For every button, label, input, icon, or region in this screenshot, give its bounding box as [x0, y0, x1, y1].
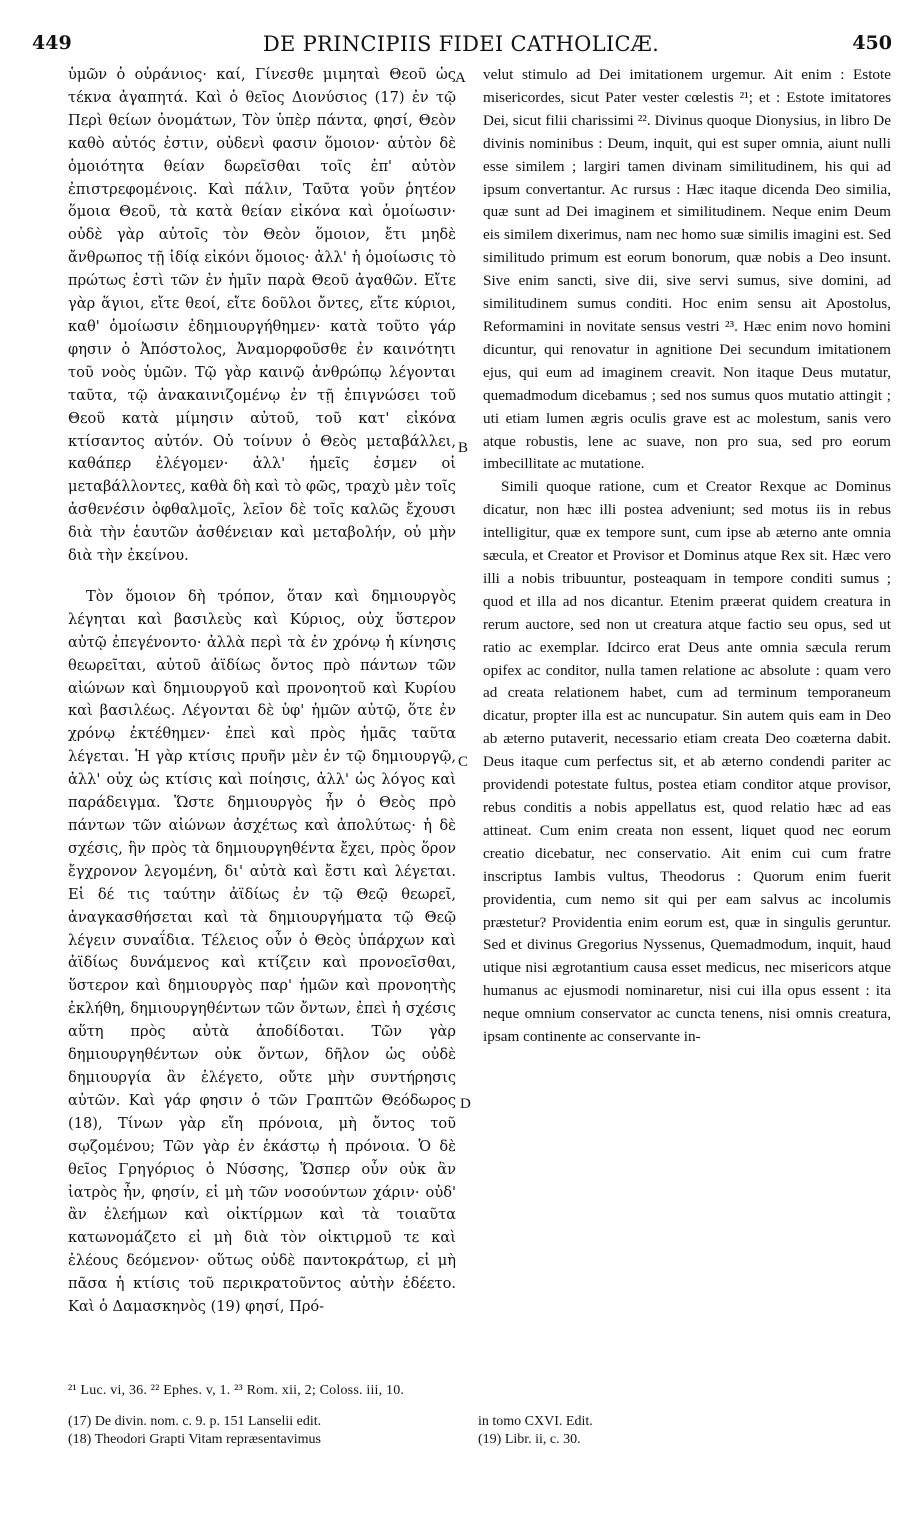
footnote-19: (19) Libr. ii, c. 30.	[478, 1432, 581, 1447]
footnotes-right	[478, 1413, 858, 1449]
footnote-17-continued: in tomo CXVI. Edit.	[478, 1414, 593, 1429]
margin-marker-d: D	[460, 1096, 471, 1112]
latin-column	[483, 64, 891, 1049]
latin-paragraph-2: Simili quoque ratione, cum et Creator Rexque ac Dominus dicatur, non hæc illi postea adveniunt; sed motus iis in rebus intelligitur, quæ ex tempore sunt, cum ipse ab æterno ante omnia sæcula, et Creator et Provisor et Dominus atque Rex sit. Hæc vero illi a nobis tribuuntur, posteaquam in tempore conditi sumus ; quod et illa ad nos dicantur. Etenim præerat quidem creatura in rerum auctore, sed non ut creatura atque factio seu opus, sed ut ratio ac exemplar. Idcirco erat Deus ante omnia sæcula rerum opifex ac conditor, nulla tamen relatione ac absolute : quam vero ad creata relationem habet, cum ad terminum temporaneum dicatur, propter illa est ac nuncupatur. Sin autem quis eam in Deo ab æterno putaverit, necessario etiam creata Deo coæterna dabit. Deus itaque cum perfectus sit, et ab æterno condendi pariter ac providendi potestate fultus, postea etiam conditor atque provisor, rebus conditis a nobis appellatus est, quod relatio hæc ad eas attineat. Cum enim creata non essent, liquet quod nec eorum creatio dicebatur, nec conservatio. Ait enim cui cum fratre inscriptus Iambis vultus, Theodorus : Quorum enim fuerit providentia, cum nemo sit qui per eam salvus ac incolumis præstetur? Providentia enim eorum est, quæ in singulis geruntur. Sed et divinus Gregorius Nyssenus, Quemadmodum, inquit, haud utique nisi ægrotantium causa esset medicus, nec misericors atque humanus ac ejusmodi nominaretur, nisi cui illa opus essent : ita neque omnium conservator ac cuncta tenens, nisi omnis creatura, ipsam continente ac conservante in-	[483, 478, 891, 1046]
greek-column	[68, 64, 456, 1319]
footnote-17: (17) De divin. nom. c. 9. p. 151 Lanselii edit.	[68, 1414, 322, 1429]
margin-marker-c: C	[458, 754, 469, 770]
margin-marker-b: B	[458, 440, 469, 456]
footnote-18: (18) Theodori Grapti Vitam repræsentavimus	[68, 1432, 321, 1447]
running-title: DE PRINCIPIIS FIDEI CATHOLICÆ.	[262, 32, 660, 56]
greek-paragraph-2: Τὸν ὅμοιον δὴ τρόπον, ὅταν καὶ δημιουργὸς λέγηται καὶ βασιλεὺς καὶ Κύριος, οὐχ ὕστερον αὐτῷ ἐπεγένοντο· ἀλλὰ περὶ τὰ ἐν χρόνῳ ἡ κίνησις θεωρεῖται, αὐτοῦ ἀϊδίως ὄντος πρὸ πάντων τῶν αἰώνων καὶ δημιουργοῦ καὶ προνοητοῦ καὶ Κυρίου καὶ βασιλέως. Λέγονται δὲ ὑφ' ἡμῶν αὐτῷ, ὅτε ἐν χρόνῳ ἐκτέθημεν· ἐπεὶ καὶ πρὸς ἡμᾶς ταῦτα λέγεται. Ἡ γὰρ κτίσις πρυῆν μὲν ἐν τῷ δημιουργῷ, ἀλλ' οὐχ ὡς κτίσις καὶ ποίησις, ἀλλ' ὡς λόγος καὶ παράδειγμα. Ὥστε δημιουργὸς ἦν ὁ Θεὸς πρὸ πάντων τῶν αἰώνων ἀσχέτως καὶ ἀπολύτως· ἡ δὲ σχέσις, ἣν πρὸς τὰ δημιουργηθέντα ἔχει, πρὸς ὅρον ἔγχρονον λεγομένη, δι' αὐτὰ καὶ ἔστι καὶ λέγεται. Εἰ δέ τις ταύτην ἀϊδίως ἐν τῷ Θεῷ θεωρεῖ, ἀναγκασθήσεται καὶ τὰ δημιουργήματα τῷ Θεῷ λέγειν συναΐδια. Τέλειος οὖν ὁ Θεὸς ὑπάρχων καὶ ἀϊδίως δυνάμενος καὶ κτίζειν καὶ προνοεῖσθαι, ὕστερον καὶ δημιουργὸς παρ' ἡμῶν καὶ προνοητὴς ἐκλήθη, δημιουργηθέντων τῶν ὄντων, ἐπεὶ ἡ σχέσις αὕτη πρὸς αὐτὰ ἀποδίδοται. Τῶν γὰρ δημιουργηθέντων οὐκ ὄντων, δῆλον ὡς οὐδὲ δημιουργία ἂν ἐλέγετο, οὔτε μὴν συντήρησις αὐτῶν. Καὶ γάρ φησιν ὁ τῶν Γραπτῶν Θεόδωρος (18), Τίνων γὰρ εἴη πρόνοια, μὴ ὄντος τοῦ σῳζομένου; Τῶν γὰρ ἐν ἑκάστῳ ἡ πρόνοια. Ὁ δὲ θεῖος Γρηγόριος ὁ Νύσσης, Ὥσπερ οὖν οὐκ ἂν ἰατρὸς ἦν, φησίν, εἰ μὴ τῶν νοσούντων χάριν· οὐδ' ἂν ἐλεήμων καὶ οἰκτίρμων καὶ τὰ τοιαῦτα κατωνομάζετο εἰ μὴ διὰ τὸν οἰκτιρμοῦ τε καὶ ἐλέους δεόμενον· οὕτως οὐδὲ παντοκράτωρ, εἰ μὴ πᾶσα ἡ κτίσις τοῦ περικρατοῦντος αὐτὴν ἐδέετο. Καὶ ὁ Δαμασκηνὸς (19) φησί, Πρό-	[68, 587, 456, 1316]
scripture-references: ²¹ Luc. vi, 36. ²² Ephes. v, 1. ²³ Rom. xii, 2; Coloss. iii, 10.	[68, 1383, 405, 1398]
running-header	[30, 32, 892, 62]
footnotes-left	[68, 1413, 468, 1449]
greek-paragraph-1: ὑμῶν ὁ οὐράνιος· καί, Γίνεσθε μιμηταὶ Θεοῦ ὡς τέκνα ἀγαπητά. Καὶ ὁ θεῖος Διονύσιος (17) ἐν τῷ Περὶ θείων ὀνομάτων, Τὸν ὑπὲρ πάντα, φησί, Θεὸν καθὸ αὐτός ἐστιν, οὐδενὶ φασιν ὅμοιον· αὐτὸν δὲ ὁμοιότητα θείαν δωρεῖσθαι τοῖς ἐπ' αὐτὸν ἐπιστρεφομένοις. Καὶ πάλιν, Ταῦτα γοῦν ῥητέον ὅμοια Θεοῦ, τὰ κατὰ θείαν εἰκόνα καὶ ὁμοίωσιν· οὐδὲ γὰρ αὐτοῖς τὸν Θεὸν ὅμοιον, ἔτι μηδὲ ἄνθρωπος τῇ ἰδίᾳ εἰκόνι ὅμοιος· ἀλλ' ἡ ὁμοίωσις τὸ πρώτως ἐστὶ τῶν ἐν ἡμῖν παρὰ Θεοῦ ἀγαθῶν. Εἴτε γὰρ ἅγιοι, εἴτε θεοί, εἴτε δοῦλοι ὄντες, εἴτε κύριοι, καθ' ὁμοίωσιν ἐδημιουργήθημεν· κατὰ τοῦτο γάρ φησιν ὁ Ἀπόστολος, Ἀναμορφοῦσθε ἐν καινότητι τοῦ νοὸς ὑμῶν. Τῷ γὰρ καινῷ ἀνθρώπῳ λέγονται ταῦτα, τῷ ἀνακαινιζομένῳ ἐν τῇ ἐπιγνώσει τοῦ Θεοῦ κατὰ μίμησιν αὐτοῦ, τοῦ κατ' εἰκόνα κτίσαντος αὐτόν. Οὐ τοίνυν ὁ Θεὸς μεταβάλλει, καθάπερ ἐλέγομεν· ἀλλ' ἡμεῖς ἐσμεν οἱ μεταβάλλοντες, καθὰ δὴ καὶ τὸ φῶς, τραχὺ μὲν τοῖς ἀσθενέσιν ὀφθαλμοῖς, λεῖον δὲ τοῖς καλῶς ἔχουσι διὰ τὴν ἑαυτῶν ἀσθένειαν καὶ μεταβολήν, οὐ μὴν διὰ τὴν ἐκείνου.	[68, 66, 456, 565]
margin-marker-a: A	[455, 70, 466, 86]
page-number-right: 450	[852, 32, 892, 54]
latin-paragraph-1: velut stimulo ad Dei imitationem urgemur. Ait enim : Estote misericordes, sicut Pater vester cœlestis ²¹; et : Estote imitatores Dei, sicut filii charissimi ²². Divinus quoque Dionysius, in libro De divinis nominibus : Deum, inquit, qui est super omnia, aiunt nulli esse similem ; largiri tamen divinam similitudinem, his qui ad ipsum convertantur. Ac rursus : Hæc itaque dicenda Deo similia, quæ sunt ad Dei imaginem et similitudinem. Neque enim Deum eis similem dixerimus, nam nec homo suæ similis imagini est. Sed similitudo primum est eorum bonorum, quæ nobis a Deo insunt. Sive enim sancti, sive dii, sive servi sumus, sive domini, ad similitudinem sumus conditi. Hoc enim sensu ait Apostolus, Reformamini in novitate sensus vestri ²³. Hæc enim novo homini dicuntur, qui renovatur in agnitione Dei secundum imitationem ejus, qui eum ad imaginem creavit. Non itaque Deus mutatur, quemadmodum dicebamus ; sed nos sumus quos mutatio attingit ; uti etiam lumen ægris oculis grave est ac molestum, sanis vero atque robustis, lene ac suave, non pro sua, sed pro eorum imbecillitate ac mutatione.	[483, 66, 891, 473]
page-number-left: 449	[32, 32, 72, 54]
